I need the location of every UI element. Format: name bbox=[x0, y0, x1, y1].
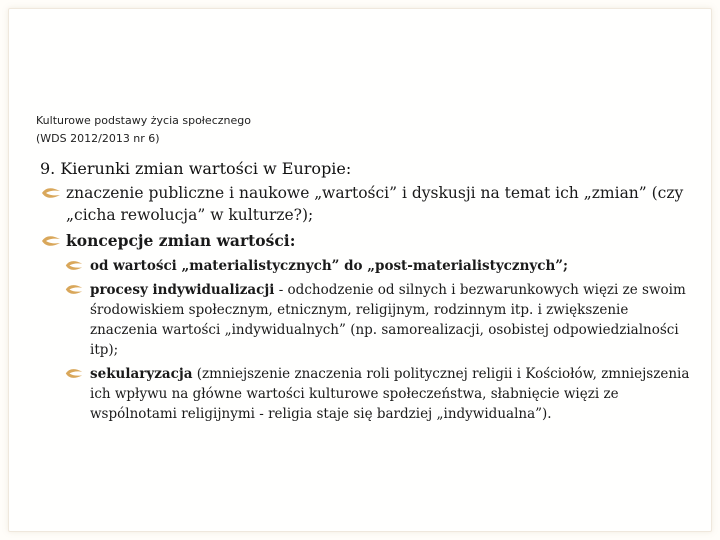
course-subtitle: (WDS 2012/2013 nr 6) bbox=[36, 132, 160, 145]
course-title: Kulturowe podstawy życia społecznego bbox=[36, 114, 251, 127]
sub-item-1 bbox=[64, 256, 700, 276]
sub-item-2-text: - odchodzenie od silnych i bezwarunkowych więzi ze swoim środowiskiem społecznym, etnicznym, religijnym, rodzinnym itp. i zwiększenie znaczenia wartości „indywidualnych” (np. samorealizacji, osobistej odpowiedzialności itp); bbox=[90, 282, 686, 358]
sub-item-3 bbox=[64, 364, 700, 424]
fleuron-bullet-icon bbox=[64, 259, 84, 272]
bullet-item-1-text: znaczenie publiczne i naukowe „wartości” i dyskusji na temat ich „zmian” (czy „cicha rewolucja” w kulturze?); bbox=[66, 184, 684, 224]
bullet-item-2-text: koncepcje zmian wartości: bbox=[66, 231, 296, 250]
sub-item-3-head: sekularyzacja bbox=[90, 366, 193, 382]
fleuron-bullet-icon bbox=[40, 234, 62, 248]
sub-item-2-head: procesy indywidualizacji bbox=[90, 282, 275, 298]
fleuron-bullet-icon bbox=[40, 186, 62, 200]
slide-header bbox=[36, 112, 251, 148]
fleuron-bullet-icon bbox=[64, 367, 84, 380]
sub-item-2 bbox=[64, 280, 700, 360]
fleuron-bullet-icon bbox=[64, 283, 84, 296]
slide-content bbox=[40, 158, 690, 428]
sub-item-3-text: (zmniejszenie znaczenia roli politycznej religii i Kościołów, zmniejszenia ich wpływu na główne wartości kulturowe społeczeństwa, słabnięcie więzi ze wspólnotami religijnymi - religia staje się bardziej „indywidualna”). bbox=[90, 366, 690, 422]
sub-item-1-text: od wartości „materialistycznych” do „post-materialistycznych”; bbox=[90, 258, 569, 274]
bullet-item-2 bbox=[40, 230, 690, 252]
section-heading: 9. Kierunki zmian wartości w Europie: bbox=[40, 159, 352, 178]
bullet-item-1 bbox=[40, 182, 690, 226]
